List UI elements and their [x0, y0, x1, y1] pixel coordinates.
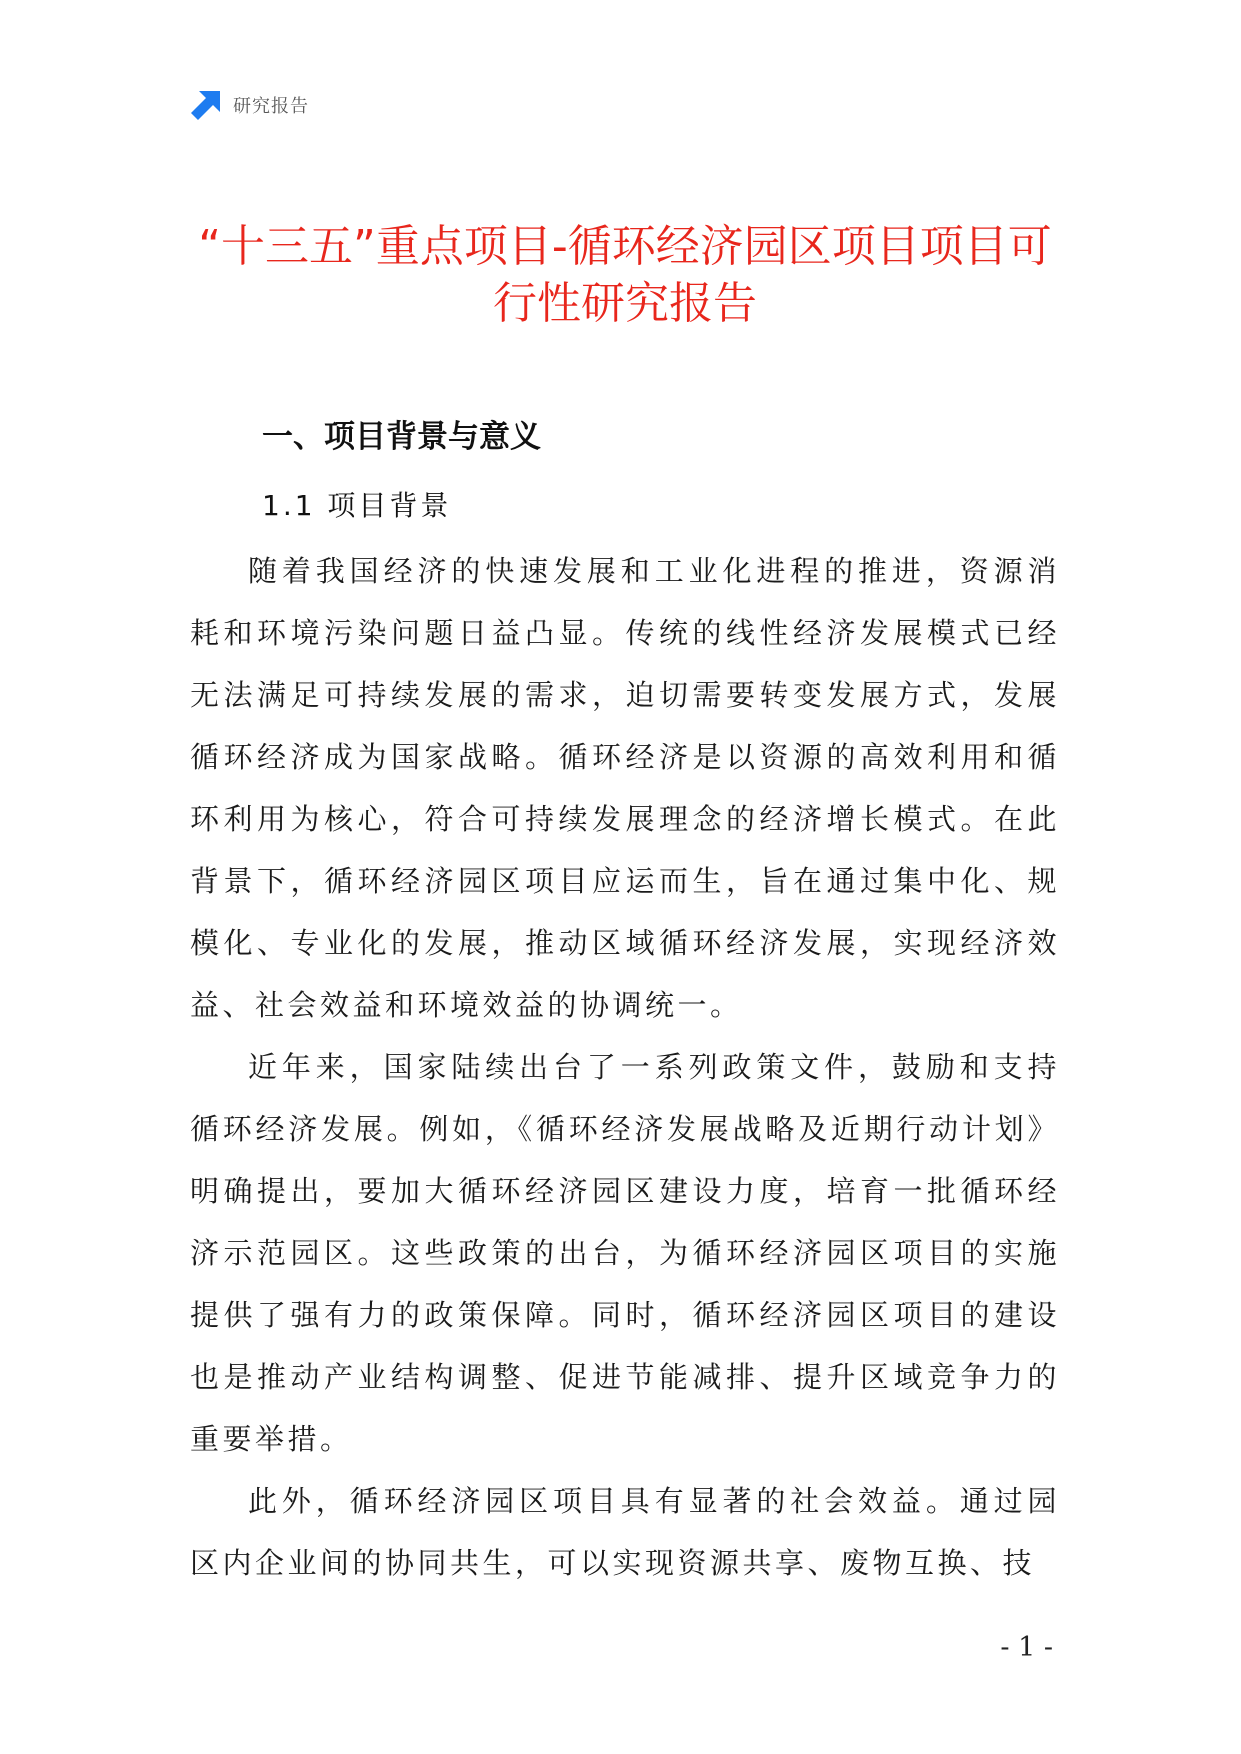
paragraph: 随着我国经济的快速发展和工业化进程的推进，资源消耗和环境污染问题日益凸显。传统的线性经济发展模式已经无法满足可持续发展的需求，迫切需要转变发展方式，发展循环经济成为国家战略。循环经济是以资源的高效利用和循环利用为核心，符合可持续发展理念的经济增长模式。在此背景下，循环经济园区项目应运而生，旨在通过集中化、规模化、专业化的发展，推动区域循环经济发展，实现经济效益、社会效益和环境效益的协调统一。 [190, 554, 1060, 1022]
arrow-up-right-icon [190, 88, 223, 121]
body-text [190, 540, 1060, 1594]
paragraph: 此外，循环经济园区项目具有显著的社会效益。通过园区内企业间的协同共生，可以实现资源共享、废物互换、技 [190, 1484, 1060, 1580]
section-heading: 一、项目背景与意义 [262, 419, 541, 455]
paragraph: 近年来，国家陆续出台了一系列政策文件，鼓励和支持循环经济发展。例如，《循环经济发展战略及近期行动计划》明确提出，要加大循环经济园区建设力度，培育一批循环经济示范园区。这些政策的出台，为循环经济园区项目的实施提供了强有力的政策保障。同时，循环经济园区项目的建设也是推动产业结构调整、促进节能减排、提升区域竞争力的重要举措。 [190, 1050, 1060, 1456]
page-number: - 1 - [1000, 1632, 1053, 1663]
brand-label: 研究报告 [233, 95, 309, 117]
page-header [190, 88, 309, 121]
document-title: “十三五”重点项目-循环经济园区项目项目可行性研究报告 [198, 221, 1052, 329]
subsection-heading: 1.1 项目背景 [262, 489, 452, 522]
